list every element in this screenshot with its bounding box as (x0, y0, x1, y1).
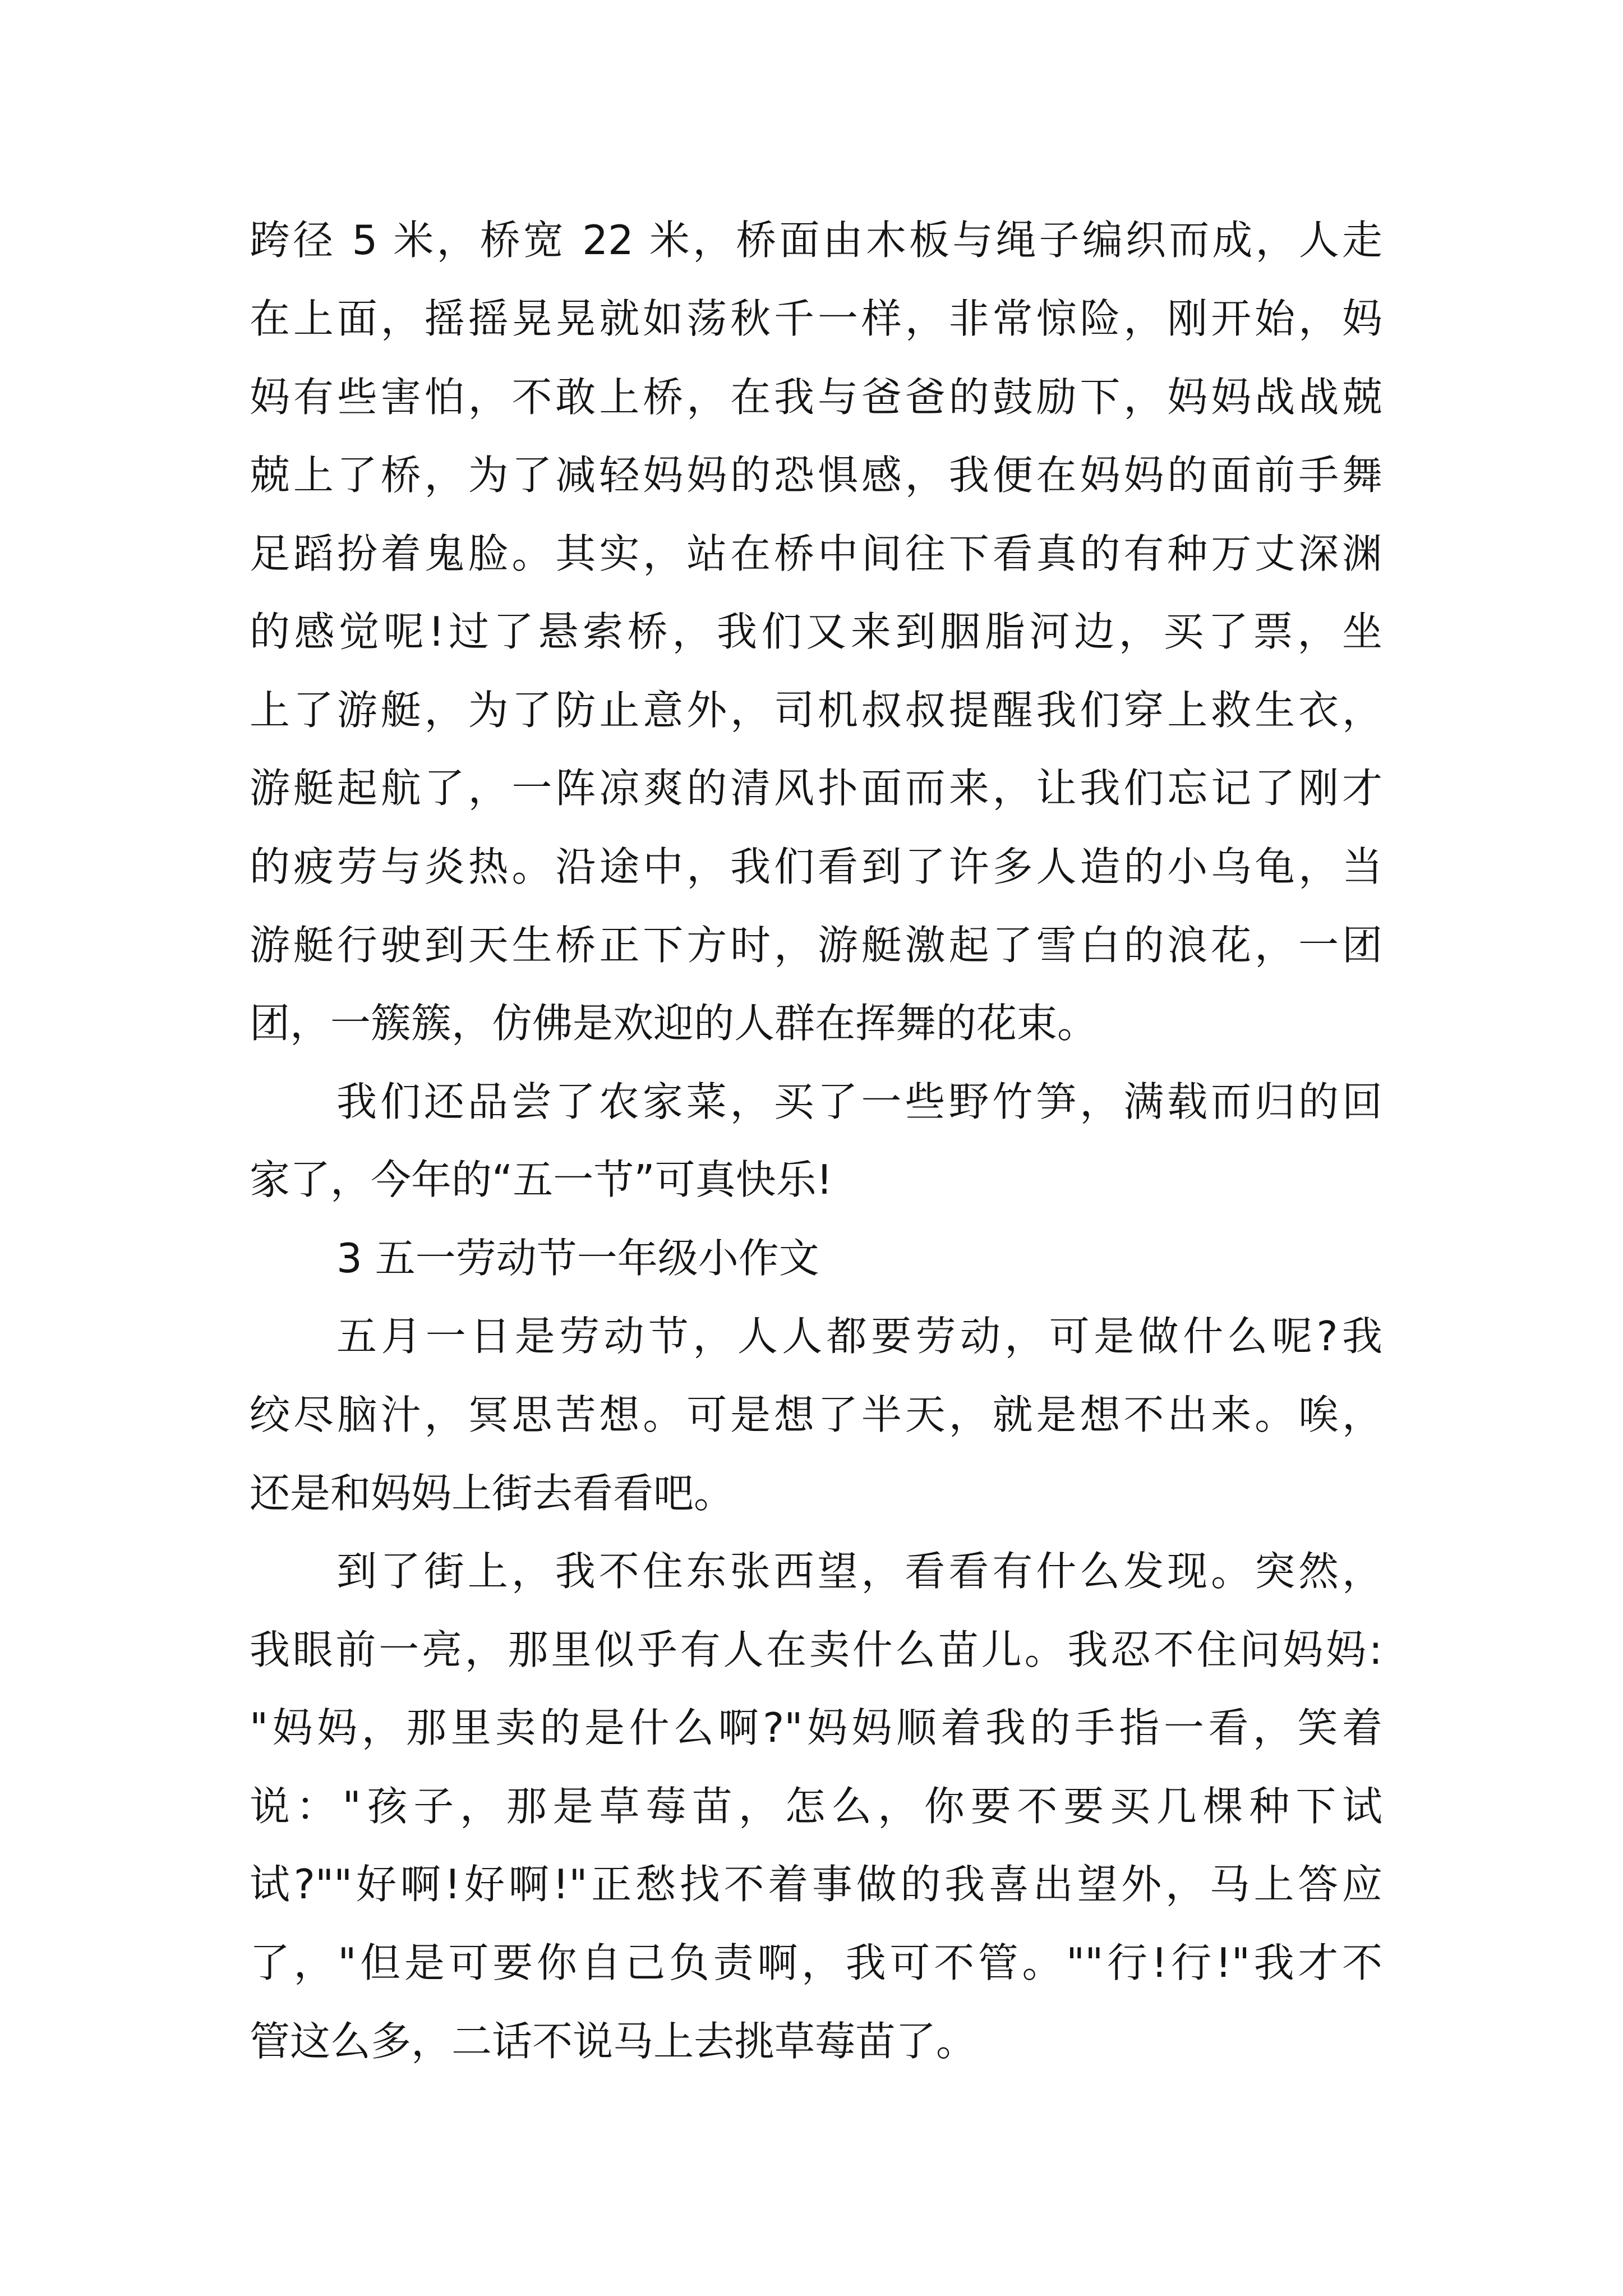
text-line: 足蹈扮着鬼脸。其实，站在桥中间往下看真的有种万丈深渊 (250, 530, 1382, 577)
text-line: 的疲劳与炎热。沿途中，我们看到了许多人造的小乌龟，当 (250, 843, 1382, 890)
text-line: 管这么多，二话不说马上去挑草莓苗了。 (250, 2018, 977, 2065)
text-line: 试?""好啊!好啊!"正愁找不着事做的我喜出望外，马上答应 (250, 1861, 1382, 1908)
text-line: "妈妈，那里卖的是什么啊?"妈妈顺着我的手指一看，笑着 (250, 1704, 1382, 1751)
text-line: 妈有些害怕，不敢上桥，在我与爸爸的鼓励下，妈妈战战兢 (250, 374, 1382, 421)
text-line: 游艇起航了，一阵凉爽的清风扑面而来，让我们忘记了刚才 (250, 765, 1382, 812)
paragraph-first-line: 到了街上，我不住东张西望，看看有什么发现。突然， (336, 1548, 1382, 1595)
section-heading: 3 五一劳动节一年级小作文 (336, 1235, 819, 1282)
paragraph-first-line: 我们还品尝了农家菜，买了一些野竹笋，满载而归的回 (336, 1078, 1382, 1125)
text-line: 绞尽脑汁，冥思苦想。可是想了半天，就是想不出来。唉， (250, 1391, 1382, 1438)
text-line: 我眼前一亮，那里似乎有人在卖什么苗儿。我忍不住问妈妈: (250, 1626, 1382, 1673)
text-line: 说："孩子，那是草莓苗，怎么，你要不要买几棵种下试 (250, 1783, 1382, 1830)
text-line: 团，一簇簇，仿佛是欢迎的人群在挥舞的花束。 (250, 1000, 1098, 1047)
text-line: 上了游艇，为了防止意外，司机叔叔提醒我们穿上救生衣， (250, 687, 1382, 734)
text-line: 游艇行驶到天生桥正下方时，游艇激起了雪白的浪花，一团 (250, 922, 1382, 969)
text-line: 家了，今年的“五一节”可真快乐! (250, 1156, 833, 1203)
text-line: 还是和妈妈上街去看看吧。 (250, 1470, 735, 1517)
paragraph-first-line: 五月一日是劳动节，人人都要劳动，可是做什么呢?我 (336, 1313, 1382, 1360)
text-line: 跨径 5 米，桥宽 22 米，桥面由木板与绳子编织而成，人走 (250, 217, 1382, 264)
text-line: 了，"但是可要你自己负责啊，我可不管。""行!行!"我才不 (250, 1939, 1382, 1986)
text-line: 的感觉呢!过了悬索桥，我们又来到胭脂河边，买了票，坐 (250, 608, 1382, 655)
text-line: 兢上了桥，为了减轻妈妈的恐惧感，我便在妈妈的面前手舞 (250, 452, 1382, 499)
text-line: 在上面，摇摇晃晃就如荡秋千一样，非常惊险，刚开始，妈 (250, 295, 1382, 342)
